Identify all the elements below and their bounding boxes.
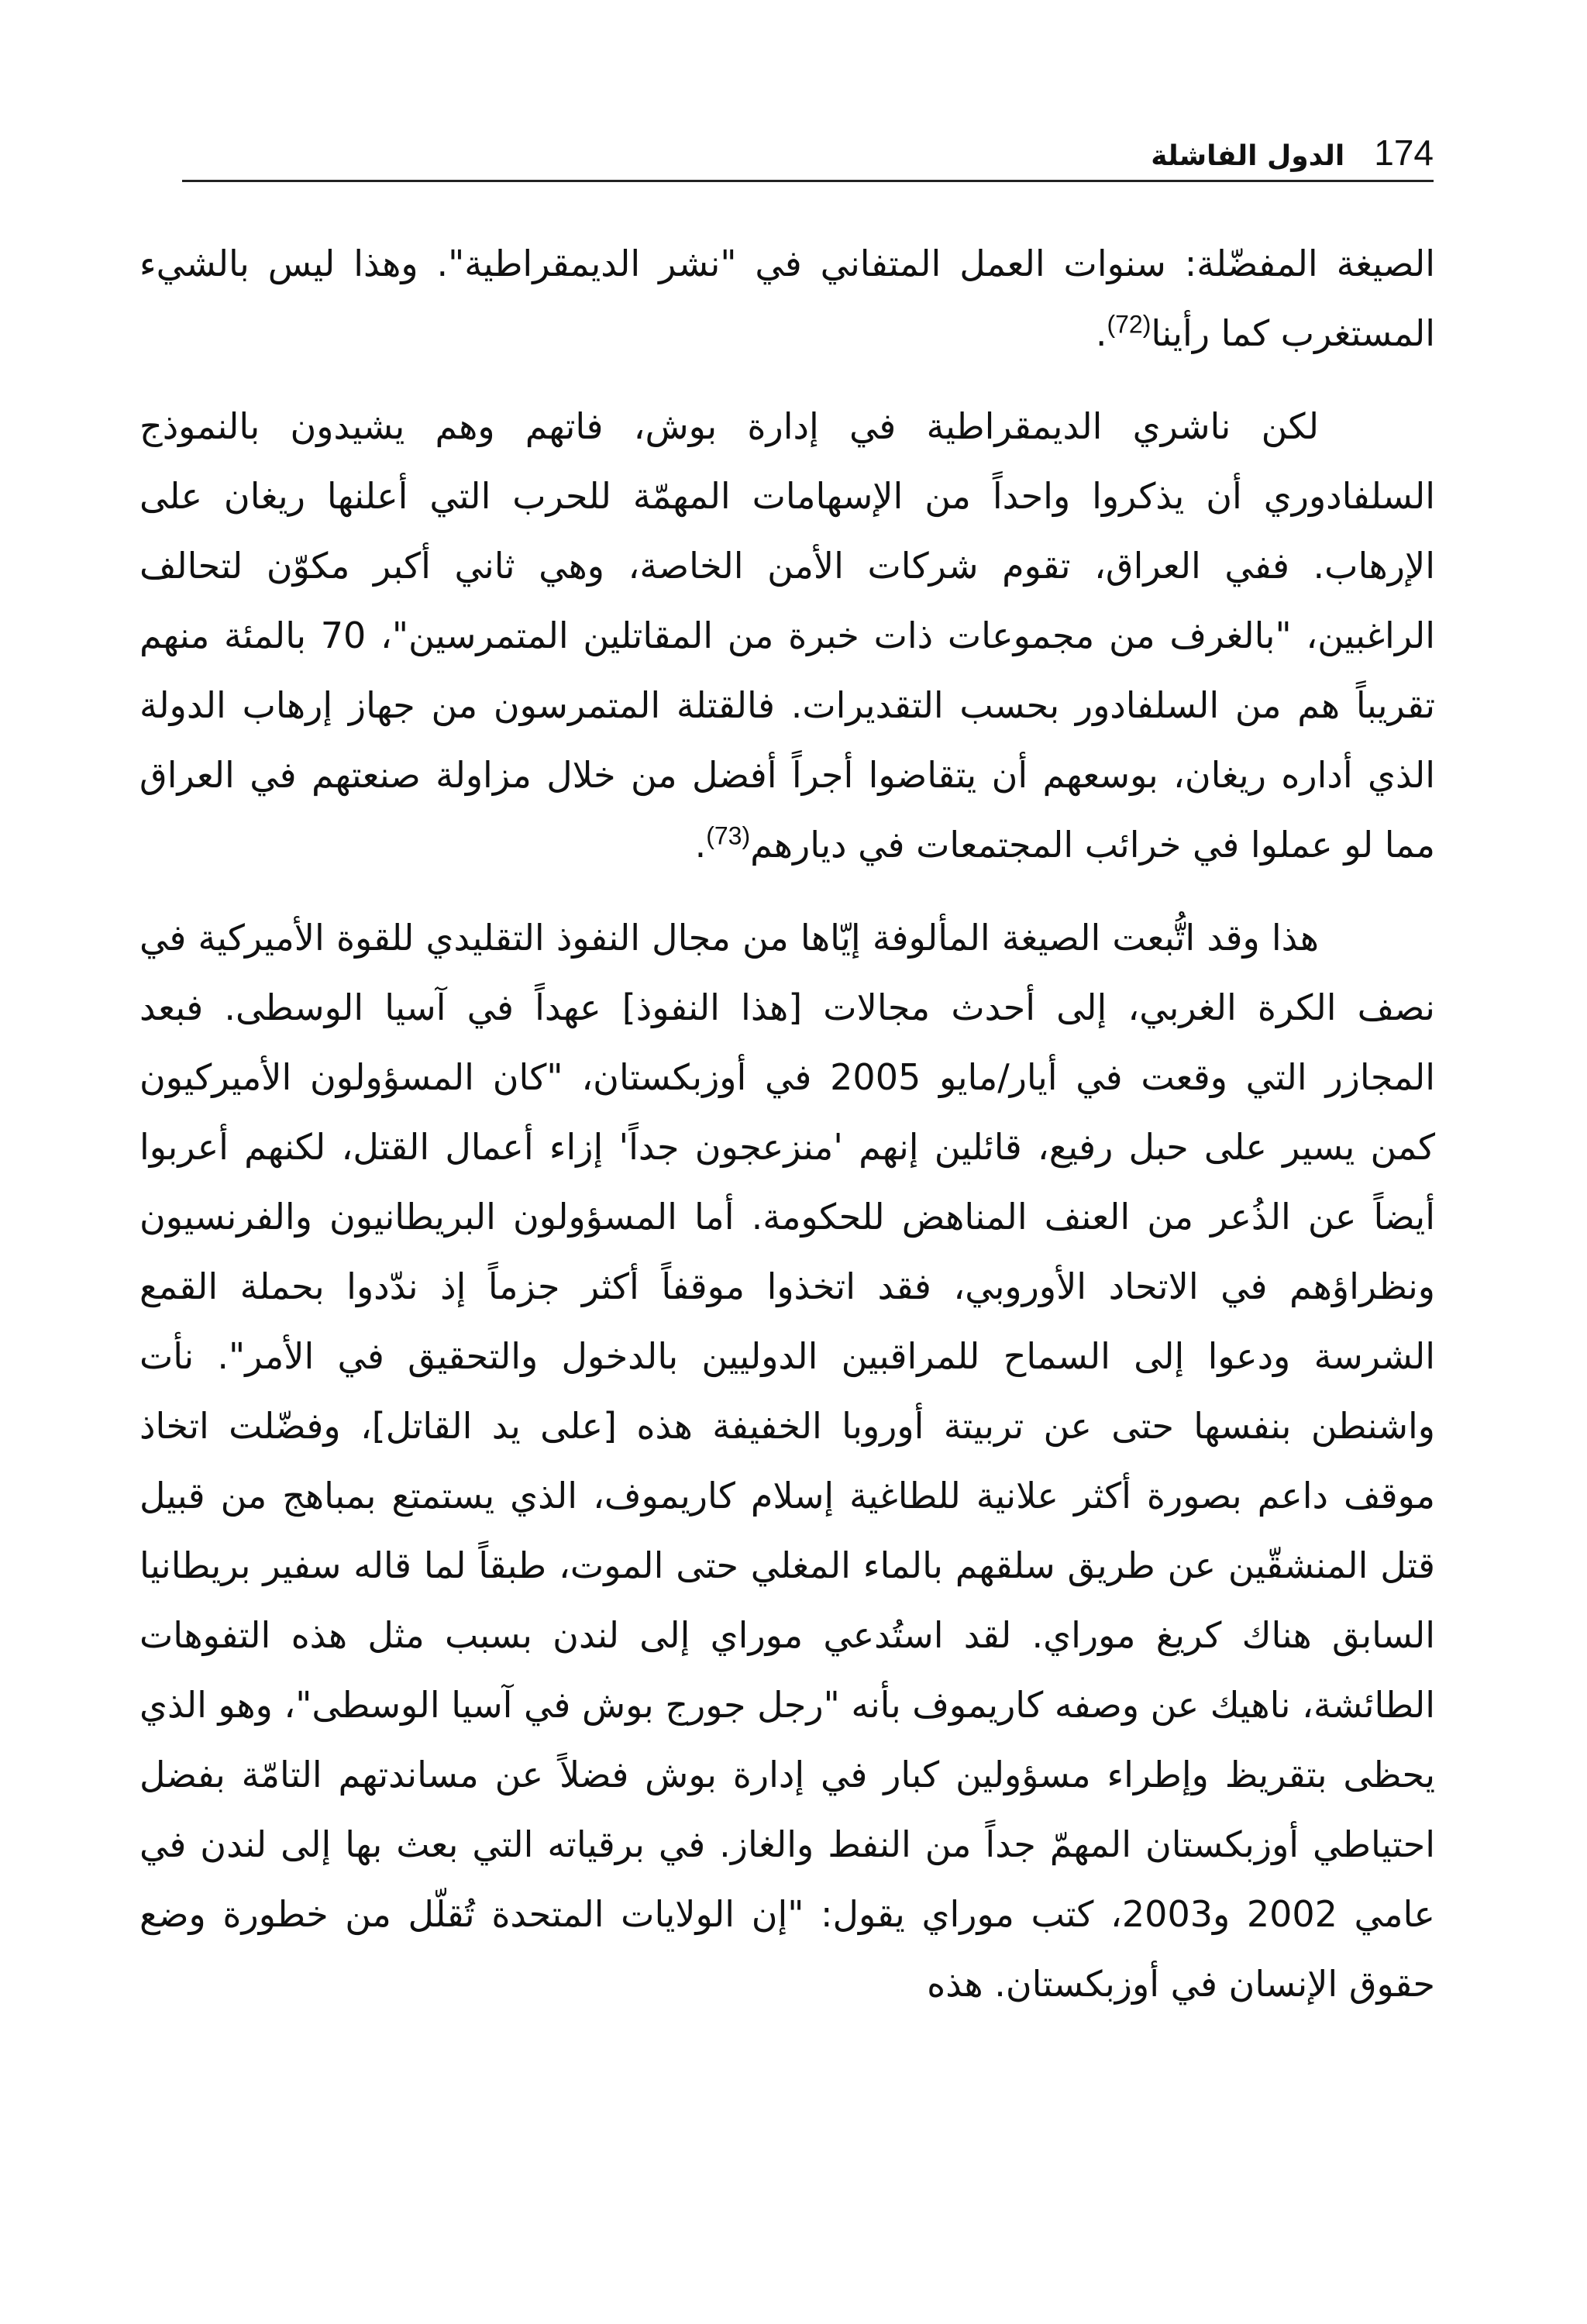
paragraph-tail: . [694, 824, 707, 866]
paragraph-text: لكن ناشري الديمقراطية في إدارة بوش، فاتهم وهم يشيدون بالنموذج السلفادوري أن يذكروا واحداً من الإسهامات المهمّة للحرب التي أعلنها ريغان على الإرهاب. ففي العراق، تقوم شركات الأمن الخاصة، وهي ثاني أكبر مكوّن لتحالف الراغبين، "بالغرف من مجموعات ذات خبرة من المقاتلين المتمرسين"، 70 بالمئة منهم تقريباً هم من السلفادور بحسب التقديرات. فالقتلة المتمرسون من جهاز إرهاب الدولة الذي أداره ريغان، بوسعهم أن يتقاضوا أجراً أفضل من خلال مزاولة صنعتهم في العراق مما لو عملوا في خرائب المجتمعات في ديارهم [139, 405, 1435, 866]
paragraph-tail: . [1095, 312, 1107, 354]
paragraph [139, 903, 1435, 2019]
paragraph-text: هذا وقد اتُّبعت الصيغة المألوفة إيّاها من مجال النفوذ التقليدي للقوة الأميركية في نصف الكرة الغربي، إلى أحدث مجالات [هذا النفوذ] عهداً في آسيا الوسطى. فبعد المجازر التي وقعت في أيار/مايو 2005 في أوزبكستان، "كان المسؤولون الأميركيون كمن يسير على حبل رفيع، قائلين إنهم 'منزعجون جداً' إزاء أعمال القتل، لكنهم أعربوا أيضاً عن الذُعر من العنف المناهض للحكومة. أما المسؤولون البريطانيون والفرنسيون ونظراؤهم في الاتحاد الأوروبي، فقد اتخذوا موقفاً أكثر جزماً إذ ندّدوا بحملة القمع الشرسة ودعوا إلى السماح للمراقبين الدوليين بالدخول والتحقيق في الأمر". نأت واشنطن بنفسها حتى عن تربيتة أوروبا الخفيفة هذه [على يد القاتل]، وفضّلت اتخاذ موقف داعم بصورة أكثر علانية للطاغية إسلام كاريموف، الذي يستمتع بمباهج من قبيل قتل المنشقّين عن طريق سلقهم بالماء المغلي حتى الموت، طبقاً لما قاله سفير بريطانيا السابق هناك كريغ موراي. لقد استُدعي موراي إلى لندن بسبب مثل هذه التفوهات الطائشة، ناهيك عن وصفه كاريموف بأنه "رجل جورج بوش في آسيا الوسطى"، وهو الذي يحظى بتقريظ وإطراء مسؤولين كبار في إدارة بوش فضلاً عن مساندتهم التامّة بفضل احتياطي أوزبكستان المهمّ جداً من النفط والغاز. في برقياته التي بعث بها إلى لندن في عامي 2002 و2003، كتب موراي يقول: "إن الولايات المتحدة تُقلّل من خطورة وضع حقوق الإنسان في أوزبكستان. هذه [139, 917, 1435, 2005]
paragraph [139, 229, 1435, 368]
footnote-reference: (73) [706, 821, 751, 850]
paragraph [139, 391, 1435, 880]
body-text [139, 229, 1435, 2019]
footnote-reference: (72) [1107, 310, 1152, 339]
page-number: 174 [1374, 133, 1434, 173]
running-title: الدول الفاشلة [1151, 140, 1345, 172]
page-header [182, 116, 1434, 173]
paragraph-text: الصيغة المفضّلة: سنوات العمل المتفاني في "نشر الديمقراطية". وهذا ليس بالشيء المستغرب كما رأينا [139, 243, 1435, 354]
header-divider [182, 180, 1434, 182]
